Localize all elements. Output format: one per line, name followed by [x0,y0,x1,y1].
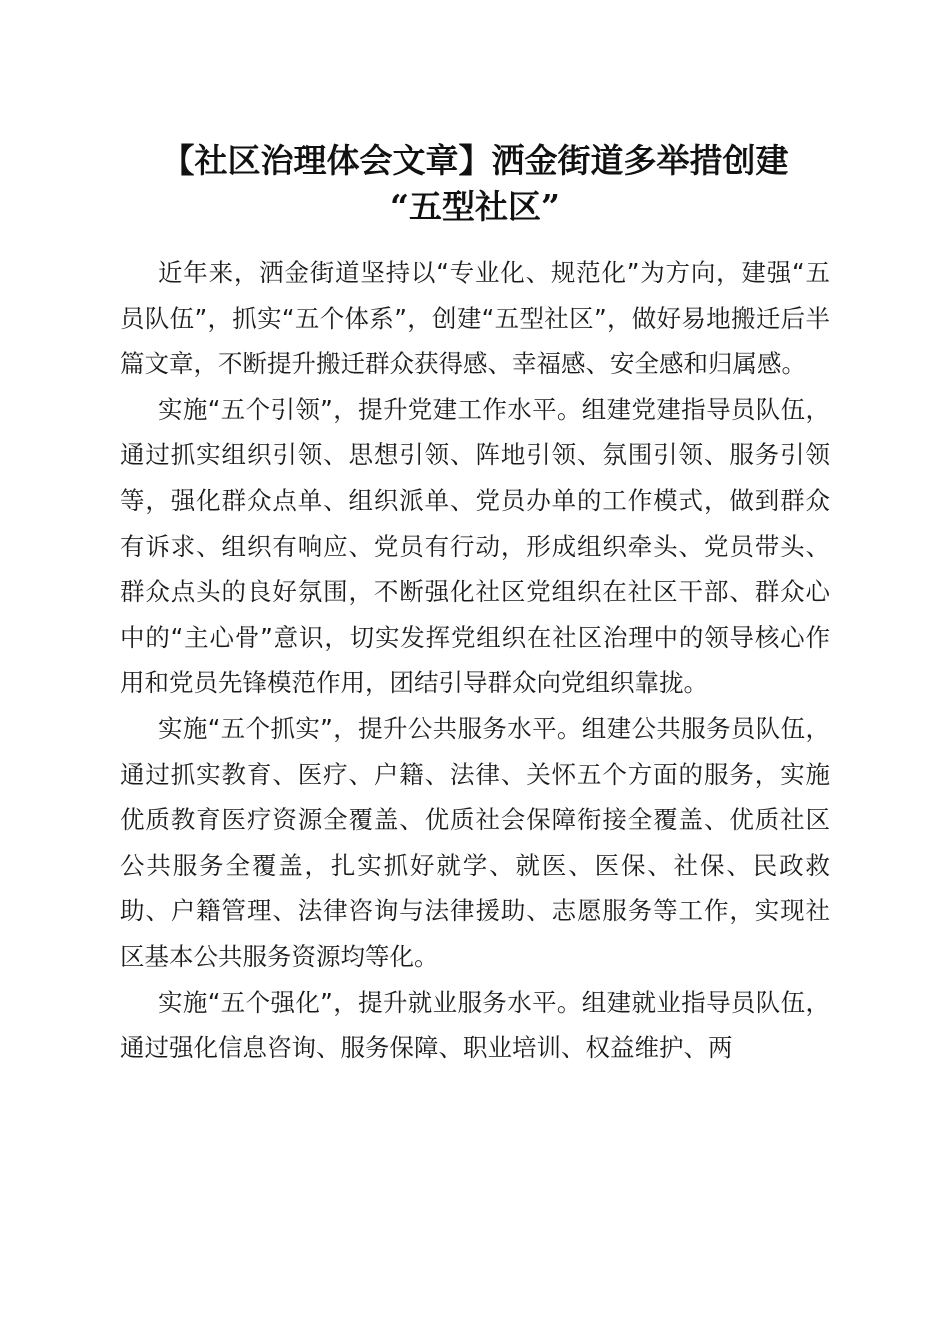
paragraph-employment-service: 实施“五个强化”，提升就业服务水平。组建就业指导员队伍，通过强化信息咨询、服务保障、职业培训、权益维护、两 [120,987,830,1063]
paragraph-intro: 近年来，洒金街道坚持以“专业化、规范化”为方向，建强“五员队伍”，抓实“五个体系”，创建“五型社区”，做好易地搬迁后半篇文章，不断提升搬迁群众获得感、幸福感、安全感和归属感。 [120,258,830,379]
paragraph-public-service: 实施“五个抓实”，提升公共服务水平。组建公共服务员队伍，通过抓实教育、医疗、户籍、法律、关怀五个方面的服务，实施优质教育医疗资源全覆盖、优质社会保障衔接全覆盖、优质社区公共服务全覆盖，扎实抓好就学、就医、医保、社保、民政救助、户籍管理、法律咨询与法律援助、志愿服务等工作，实现社区基本公共服务资源均等化。 [120,713,830,971]
title-line-1: 【社区治理体会文章】洒金街道多举措创建 [161,141,789,180]
paragraph-party-building: 实施“五个引领”，提升党建工作水平。组建党建指导员队伍，通过抓实组织引领、思想引领、阵地引领、氛围引领、服务引领等，强化群众点单、组织派单、党员办单的工作模式，做到群众有诉求、组织有响应、党员有行动，形成组织牵头、党员带头、群众点头的良好氛围，不断强化社区党组织在社区干部、群众心中的“主心骨”意识，切实发挥党组织在社区治理中的领导核心作用和党员先锋模范作用，团结引导群众向党组织靠拢。 [120,394,830,698]
document-title [120,138,830,230]
title-line-2: “五型社区” [390,187,560,226]
document-body [120,250,830,1071]
